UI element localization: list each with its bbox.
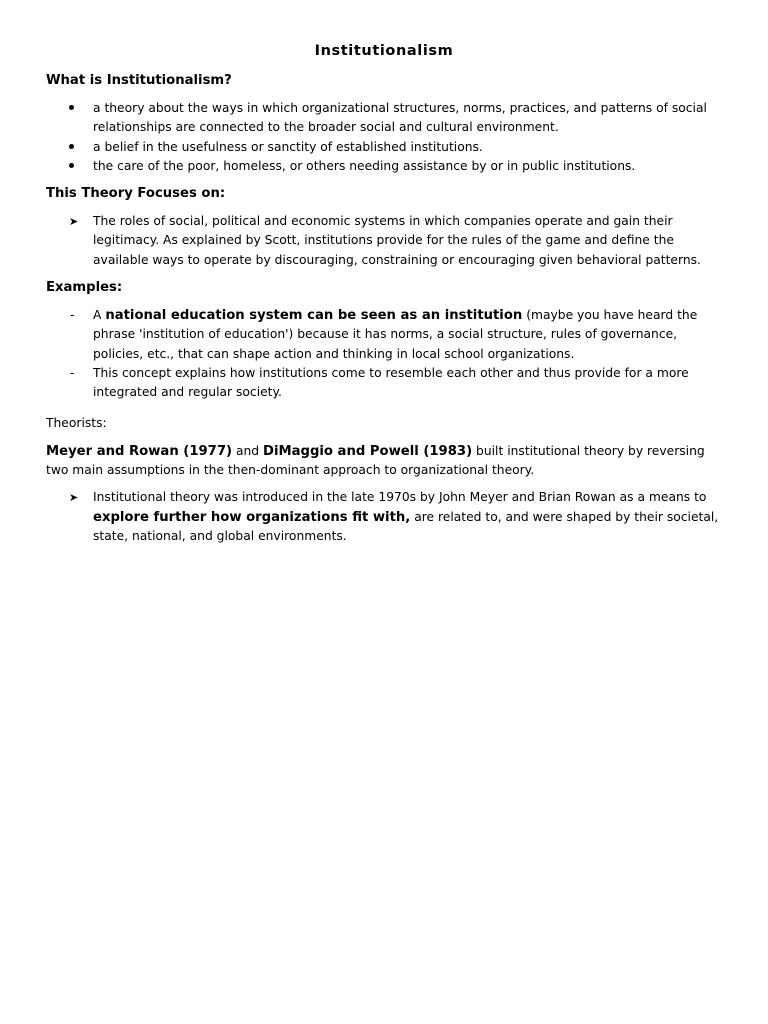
- list-item-text: The roles of social, political and economic systems in which companies operate and gain their legitimacy. As explained by Scott, institutions provide for the rules of the game and define the available ways to operate by discouraging, constraining or encouraging given behavioral patterns.: [93, 214, 701, 267]
- list-item-text: a belief in the usefulness or sanctity of established institutions.: [93, 139, 483, 154]
- theorists-list: [46, 488, 722, 546]
- list-item: [46, 157, 722, 176]
- definition-list: [46, 99, 722, 176]
- bullet-icon: [69, 144, 74, 149]
- example-prefix: A: [93, 308, 106, 323]
- theorists-and: and: [232, 443, 264, 458]
- example-rest: (maybe you have heard the phrase 'institution of education') because it has norms, a social structure, rules of governance, policies, etc., that can shape action and thinking in local school organizations.: [93, 308, 698, 361]
- theorists-label: Theorists:: [46, 415, 107, 430]
- list-item: [46, 212, 722, 270]
- section-heading-examples: Examples:: [46, 280, 123, 296]
- section-heading-focuses: This Theory Focuses on:: [46, 186, 226, 202]
- theory-bold-text: explore further how organizations fit with,: [93, 509, 411, 525]
- focus-list: [46, 212, 722, 270]
- list-item: [46, 364, 722, 403]
- examples-list: [46, 306, 722, 402]
- list-item-text: the care of the poor, homeless, or others needing assistance by or in public institutions.: [93, 158, 636, 173]
- theorist-dimaggio-powell: DiMaggio and Powell (1983): [263, 443, 473, 459]
- section-heading-what-is: What is Institutionalism?: [46, 73, 232, 88]
- theorists-paragraph: [46, 442, 722, 481]
- bullet-icon: [69, 105, 74, 110]
- dash-bullet-icon: -: [70, 365, 75, 380]
- example-bold-text: national education system can be seen as an institution: [105, 308, 523, 324]
- list-item: [46, 138, 722, 157]
- arrow-bullet-icon: ➤: [69, 491, 79, 505]
- list-item: [46, 488, 722, 546]
- list-item-text: a theory about the ways in which organizational structures, norms, practices, and patterns of social relationships are connected to the broader social and cultural environment.: [93, 101, 707, 135]
- theory-rest: are related to, and were shaped by their societal, state, national, and global environments.: [93, 509, 719, 544]
- document-page: [46, 40, 722, 546]
- theorists-rest: built institutional theory by reversing two main assumptions in the then-dominant approach to organizational theory.: [46, 443, 705, 478]
- dash-bullet-icon: -: [70, 308, 75, 323]
- bullet-icon: [69, 163, 74, 168]
- theorist-meyer-rowan: Meyer and Rowan (1977): [46, 443, 233, 459]
- list-item: [46, 99, 722, 138]
- list-item: [46, 306, 722, 364]
- list-item-text: This concept explains how institutions come to resemble each other and thus provide for a more integrated and regular society.: [93, 365, 689, 400]
- arrow-bullet-icon: ➤: [69, 215, 79, 229]
- document-title: Institutionalism: [314, 43, 454, 59]
- theory-prefix: Institutional theory was introduced in the late 1970s by John Meyer and Brian Rowan as a means to: [93, 490, 707, 505]
